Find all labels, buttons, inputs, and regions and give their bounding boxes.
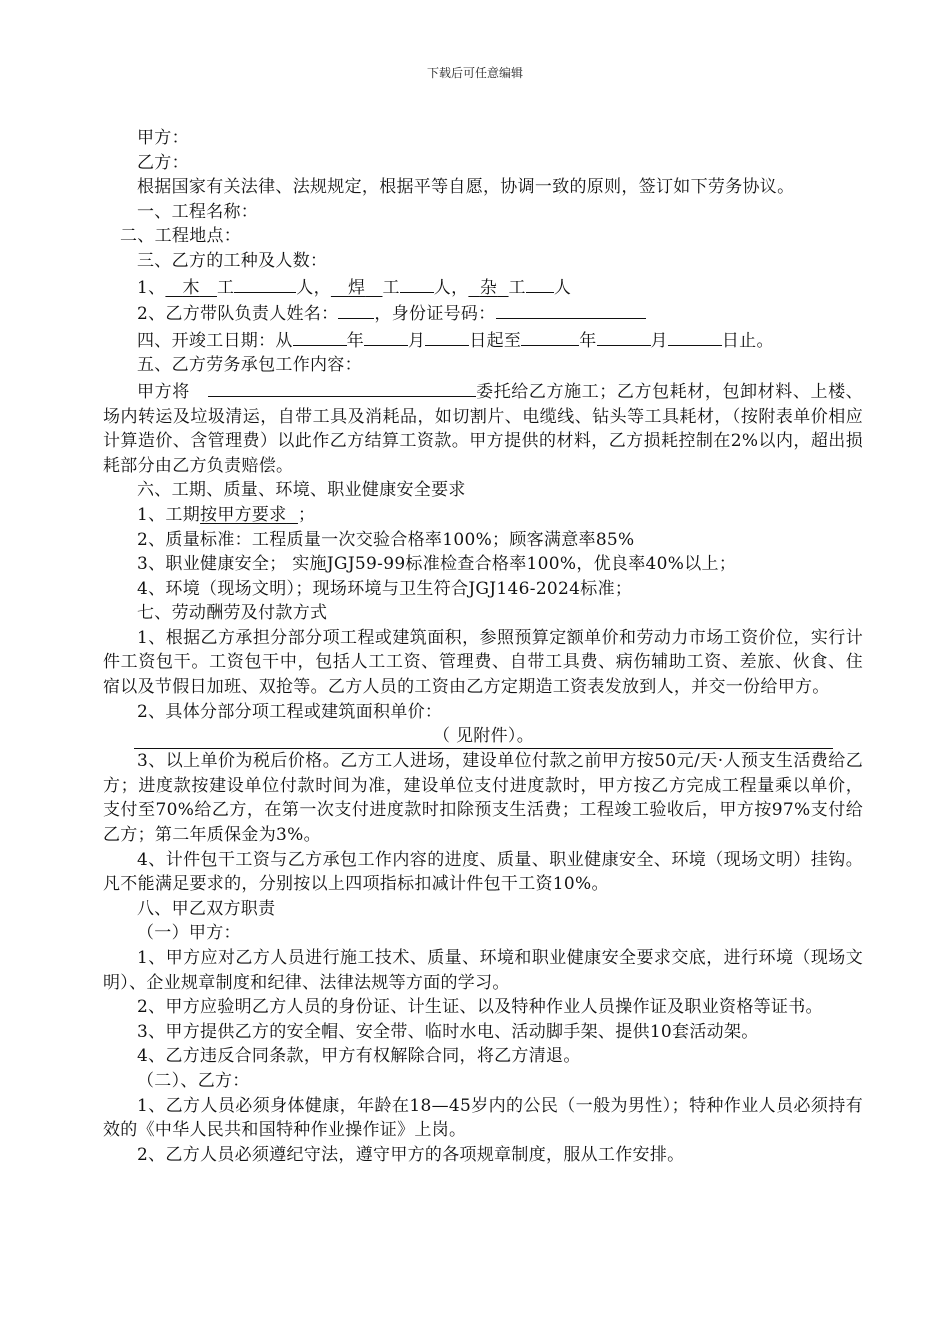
people-unit: 人 — [553, 277, 572, 298]
section-6-requirements: 六、工期、质量、环境、职业健康安全要求 — [137, 480, 466, 501]
end-label: 日止。 — [721, 330, 774, 351]
party-a-line: 甲方： — [137, 128, 189, 148]
people-unit: 人， — [433, 277, 469, 298]
end-day-blank — [668, 327, 722, 346]
start-year-blank — [293, 327, 347, 346]
scope-project-blank — [208, 378, 476, 397]
people-unit: 人， — [296, 277, 331, 298]
leader-name-label: 2、乙方带队负责人姓名： — [137, 304, 339, 325]
month-unit: 月 — [650, 330, 668, 351]
unit-price-fill-line — [134, 724, 833, 749]
contract-body — [103, 126, 863, 1167]
party-b-line: 乙方： — [137, 152, 189, 173]
trade-suffix: 工 — [508, 277, 526, 298]
trade-laborer-label: 杂 — [479, 277, 498, 298]
section-1-project-name: 一、工程名称： — [137, 201, 259, 222]
laborer-count-blank — [526, 274, 554, 293]
section-7-payment: 七、劳动酬劳及付款方式 — [137, 603, 328, 624]
payment-clause-1: 1、根据乙方承担分部分项工程或建筑面积，参照预算定额单价和劳动力市场工资价位，实行计件工资包干。工资包干中，包括人工工资、管理费、自带工具费、病伤辅助工资、差旅、伙食、住宿以及节假日加班、双抢等。乙方人员的工资由乙方定期造工资表发放到人，并交一份给甲方。 — [103, 627, 863, 698]
start-to-label: 日起至 — [469, 330, 522, 351]
schedule-value: 按甲方要求 — [200, 504, 287, 525]
id-number-label: ，身份证号码： — [374, 304, 496, 325]
trade-suffix: 工 — [382, 277, 400, 298]
payment-clause-2: 2、具体分部分项工程或建筑面积单价： — [137, 701, 443, 722]
req-schedule — [103, 503, 863, 528]
welder-count-blank — [400, 274, 434, 293]
section-5-scope-text — [103, 378, 863, 478]
id-number-blank — [496, 300, 646, 319]
payment-clause-4: 4、计件包干工资与乙方承包工作内容的进度、质量、职业健康安全、环境（现场文明）挂钩。凡不能满足要求的，分别按以上四项指标扣减计件包干工资10%。 — [103, 849, 863, 895]
duty-b-1: 1、乙方人员必须身体健康，年龄在18—45岁内的公民（一般为男性）；特种作业人员必须持有效的《中华人民共和国特种作业操作证》上岗。 — [103, 1095, 863, 1141]
duty-a-1: 1、甲方应对乙方人员进行施工技术、质量、环境和职业健康安全要求交底，进行环境（现场文明）、企业规章制度和纪律、法律法规等方面的学习。 — [103, 948, 863, 993]
year-unit: 年 — [579, 330, 597, 351]
trades-line — [103, 274, 863, 301]
req-safety: 3、职业健康安全； 实施JGJ59-99标准检查合格率100%，优良率40%以上； — [137, 554, 737, 575]
section-3-trades: 三、乙方的工种及人数： — [137, 250, 328, 271]
scope-body: 委托给乙方施工；乙方包耗材，包卸材料、上楼、场内转运及垃圾清运，自带工具及消耗品，如切割片、电缆线、钻头等工具耗材，（按附表单价相应计算造价、含管理费）以此作乙方结算工资款。甲方提供的材料，乙方损耗控制在2%以内，超出损耗部分由乙方负责赔偿。 — [103, 381, 863, 476]
trade-welder-label: 焊 — [348, 277, 366, 298]
section-5-scope: 五、乙方劳务承包工作内容： — [137, 355, 362, 376]
scope-lead: 甲方将 — [137, 381, 190, 402]
trade-carpenter — [165, 278, 217, 298]
year-unit: 年 — [346, 330, 365, 351]
trade-suffix: 工 — [216, 277, 235, 298]
item-number: 1、 — [137, 277, 166, 298]
duties-party-a-heading: （一）甲方： — [137, 923, 241, 944]
end-month-blank — [597, 327, 651, 346]
payment-clause-3: 3、以上单价为税后价格。乙方工人进场，建设单位付款之前甲方按50元/天·人预支生活费给乙方；进度款按建设单位付款时间为准，建设单位支付进度款时，甲方按乙方完成工程量乘以单价，支付至70%给乙方，在第一次支付进度款时扣除预支生活费；工程竣工验收后，甲方按97%支付给乙方；第二年质保金为3%。 — [103, 751, 863, 846]
end-year-blank — [521, 327, 579, 346]
section-4-dates — [103, 327, 863, 354]
dates-label: 四、开竣工日期：从 — [137, 330, 293, 351]
trade-carpenter-label: 木 — [182, 277, 200, 298]
duty-a-2: 2、甲方应验明乙方人员的身份证、计生证、以及特种作业人员操作证及职业资格等证书。 — [137, 997, 823, 1018]
month-unit: 月 — [408, 330, 426, 351]
duty-a-4: 4、乙方违反合同条款，甲方有权解除合同，将乙方清退。 — [137, 1046, 581, 1067]
schedule-end: ； — [297, 504, 316, 525]
schedule-label: 1、工期 — [137, 504, 201, 525]
start-day-blank — [425, 327, 469, 346]
req-quality: 2、质量标准：工程质量一次交验合格率100%；顾客满意率85% — [137, 529, 635, 550]
leader-line — [103, 300, 863, 327]
intro-paragraph: 根据国家有关法律、法规规定，根据平等自愿，协调一致的原则，签订如下劳务协议。 — [137, 177, 795, 198]
carpenter-count-blank — [234, 274, 296, 293]
duty-a-3: 3、甲方提供乙方的安全帽、安全带、临时水电、活动脚手架、提供10套活动架。 — [137, 1021, 759, 1042]
see-attachment-text: （ 见附件）。 — [432, 726, 534, 747]
section-2-project-location: 二、工程地点： — [120, 226, 242, 247]
duties-party-b-heading: （二）、乙方： — [137, 1070, 250, 1091]
start-month-blank — [364, 327, 408, 346]
trade-laborer — [468, 278, 508, 298]
trade-welder — [331, 278, 383, 298]
req-environment: 4、环境（现场文明）；现场环境与卫生符合JGJ146-2024标准； — [137, 578, 633, 599]
header-note: 下载后可任意编辑 — [426, 66, 523, 80]
leader-name-blank — [338, 300, 374, 319]
section-8-duties: 八、甲乙双方职责 — [137, 898, 276, 919]
duty-b-2: 2、乙方人员必须遵纪守法，遵守甲方的各项规章制度，服从工作安排。 — [137, 1144, 685, 1165]
